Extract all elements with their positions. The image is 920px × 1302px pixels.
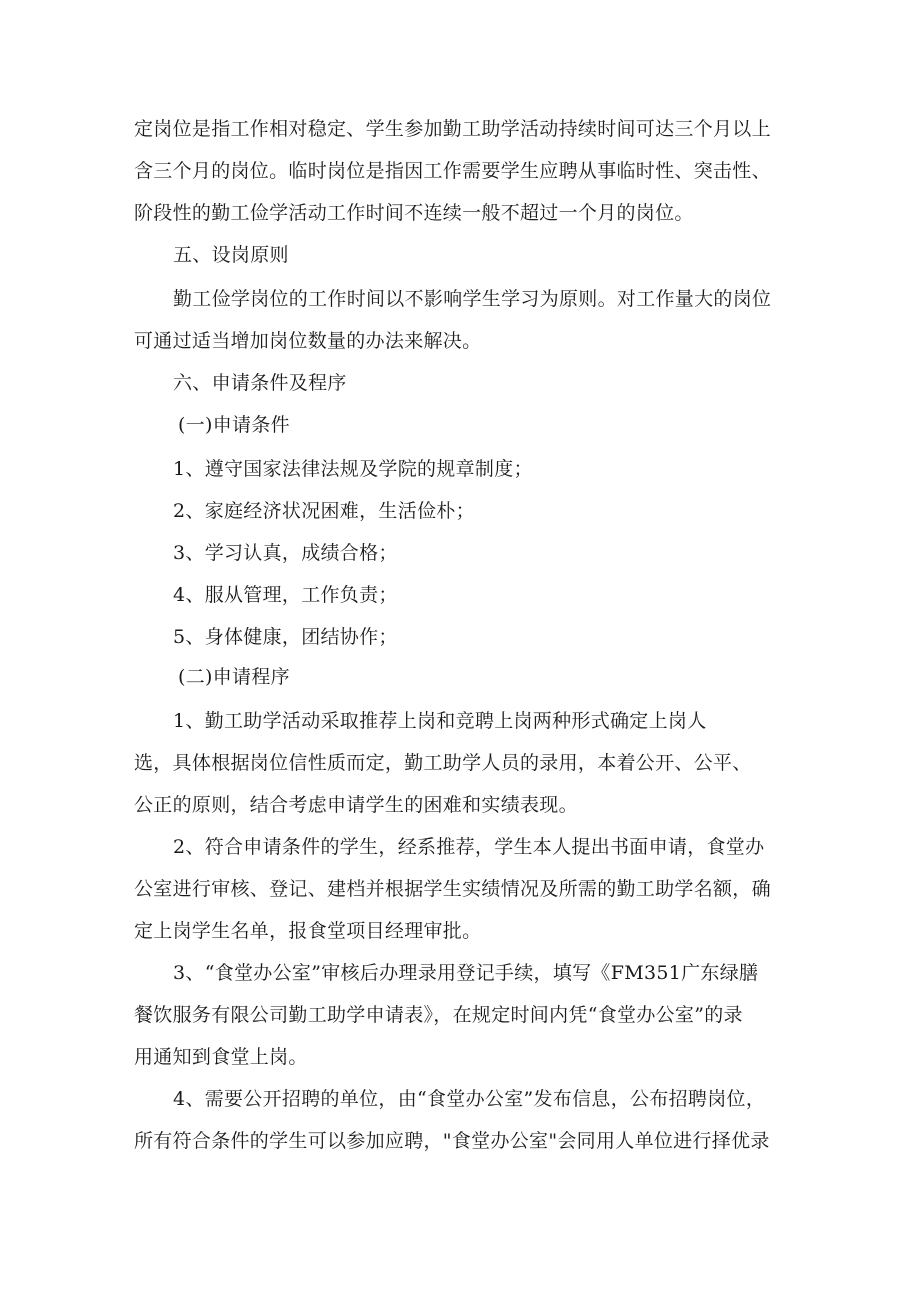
paragraph-line: 公正的原则，结合考虑申请学生的困难和实绩表现。 <box>134 794 578 816</box>
paragraph-line: 1、勤工助学活动采取推荐上岗和竞聘上岗两种形式确定上岗人 <box>173 710 707 732</box>
section-heading: 六、申请条件及程序 <box>173 372 347 394</box>
paragraph-line: 勤工俭学岗位的工作时间以不影响学生学习为原则。对工作量大的岗位 <box>173 288 772 310</box>
paragraph-line: 公室进行审核、登记、建档并根据学生实绩情况及所需的勤工助学名额，确 <box>134 878 771 900</box>
sub-heading: (一)申请条件 <box>178 414 290 436</box>
paragraph-line: 阶段性的勤工俭学活动工作时间不连续一般不超过一个月的岗位。 <box>134 202 694 224</box>
sub-heading: (二)申请程序 <box>178 666 290 688</box>
paragraph-line: 4、需要公开招聘的单位，由“食堂办公室”发布信息，公布招聘岗位， <box>173 1088 766 1110</box>
list-item: 3、学习认真，成绩合格； <box>173 542 398 564</box>
paragraph-line: 选，具体根据岗位信性质而定，勤工助学人员的录用，本着公开、公平、 <box>134 752 752 774</box>
paragraph-line: 定上岗学生名单，报食堂项目经理审批。 <box>134 920 482 942</box>
paragraph-line: 餐饮服务有限公司勤工助学申请表》，在规定时间内凭“食堂办公室”的录 <box>134 1004 743 1026</box>
paragraph-line: 可通过适当增加岗位数量的办法来解决。 <box>134 330 482 352</box>
paragraph-line: 用通知到食堂上岗。 <box>134 1046 308 1068</box>
paragraph-line: 所有符合条件的学生可以参加应聘，"食堂办公室"会同用人单位进行择优录 <box>134 1130 770 1152</box>
list-item: 4、服从管理，工作负责； <box>173 584 398 606</box>
paragraph-line: 定岗位是指工作相对稳定、学生参加勤工助学活动持续时间可达三个月以上 <box>134 118 771 140</box>
paragraph-line: 3、“食堂办公室”审核后办理录用登记手续，填写《FM351广东绿膳 <box>173 962 759 984</box>
paragraph-line: 2、符合申请条件的学生，经系推荐，学生本人提出书面申请，食堂办 <box>173 836 765 858</box>
list-item: 5、身体健康，团结协作； <box>173 626 398 648</box>
section-heading: 五、设岗原则 <box>173 244 289 266</box>
list-item: 2、家庭经济状况困难，生活俭朴； <box>173 500 475 522</box>
paragraph-line: 含三个月的岗位。临时岗位是指因工作需要学生应聘从事临时性、突击性、 <box>134 160 771 182</box>
list-item: 1、遵守国家法律法规及学院的规章制度； <box>173 458 533 480</box>
